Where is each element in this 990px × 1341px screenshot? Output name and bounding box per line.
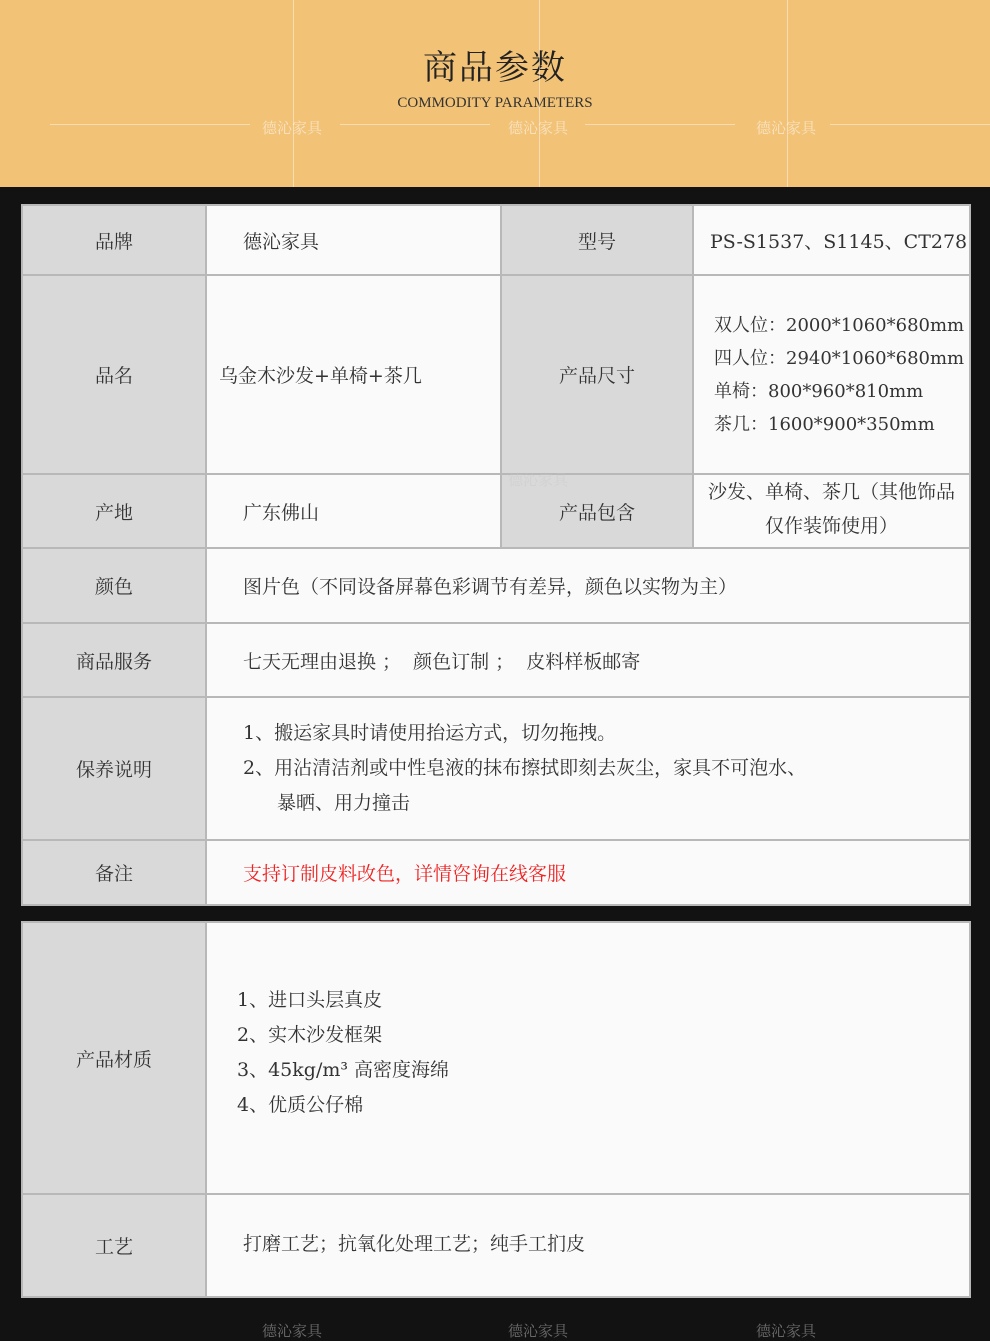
includes-value: 沙发、单椅、茶几（其他饰品 仅作装饰使用） [707,481,955,537]
watermark-text: 德沁家具 [508,1322,569,1340]
params-table [21,204,971,906]
remark-value: 支持订制皮料改色，详情咨询在线客服 [243,863,567,885]
care-value: 1、搬运家具时请使用抬运方式，切勿拖拽。 2、用沾清洁剂或中性皂液的抹布擦拭即刻去灰尘，家具不可泡水、 暴晒、用力撞击 [243,722,807,814]
material-item: 1、进口头层真皮 [237,989,383,1011]
includes-label: 产品包含 [502,475,692,547]
service-value: 七天无理由退换 ； 颜色订制 ； 皮料样板邮寄 [243,650,641,673]
page-title: 商品参数 [423,48,567,88]
service-label: 商品服务 [23,624,205,696]
name-value: 乌金木沙发+单椅+茶几 [219,365,422,387]
color-label: 颜色 [23,549,205,622]
watermark-text: 德沁家具 [756,1322,817,1340]
model-value: PS-S1537、S1145、CT278 [710,230,968,253]
care-label: 保养说明 [23,698,205,839]
brand-label: 品牌 [23,206,205,274]
materials-label: 产品材质 [23,923,205,1193]
material-item: 3、45kg/m³ 高密度海绵 [237,1059,450,1081]
watermark-text: 德沁家具 [508,119,569,137]
size-value: 双人位：2000*1060*680mm 四人位：2940*1060*680mm 单椅：800*960*810mm 茶几：1600*900*350mm [714,314,965,435]
material-item: 2、实木沙发框架 [237,1024,383,1046]
watermark-text: 德沁家具 [508,471,569,489]
color-value: 图片色（不同设备屏幕色彩调节有差异，颜色以实物为主） [243,576,738,598]
materials-value [207,923,969,1193]
page-subtitle: COMMODITY PARAMETERS [397,95,593,111]
origin-value: 广东佛山 [243,501,320,524]
brand-value: 德沁家具 [243,230,320,253]
watermark-text: 德沁家具 [262,119,323,137]
watermark-text: 德沁家具 [262,1322,323,1340]
material-item: 4、优质公仔棉 [237,1094,364,1116]
name-label: 品名 [23,276,205,473]
origin-label: 产地 [23,475,205,547]
header-banner [0,0,990,187]
craft-value: 打磨工艺；抗氧化处理工艺；纯手工扪皮 [243,1233,586,1255]
materials-table [21,921,971,1298]
craft-label: 工艺 [23,1195,205,1296]
remark-label: 备注 [23,841,205,904]
size-label: 产品尺寸 [502,276,692,473]
watermark-text: 德沁家具 [756,119,817,137]
model-label: 型号 [502,206,692,274]
